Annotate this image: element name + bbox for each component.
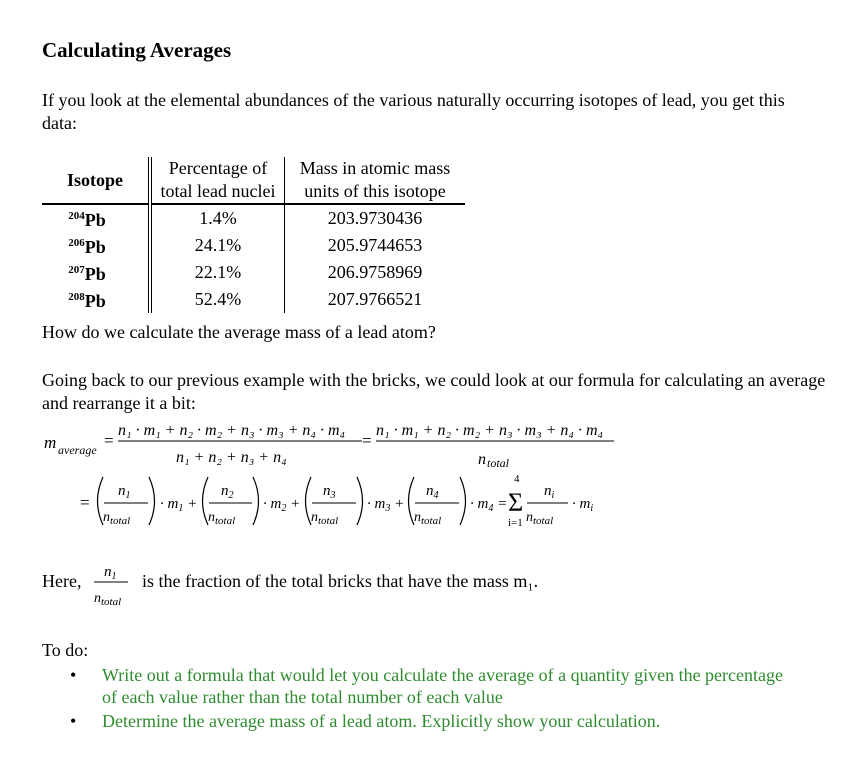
fraction-numerator-1: n₁ · m₁ + n₂ · m₂ + n₃ · m₃ + n₄ · m₄ [118,422,346,439]
times-m: · $m_i$ [572,496,594,514]
mass-cell: 206.9758969 [327,262,423,282]
n-symbol: $n_i$ [544,483,555,501]
mass-cell: 205.9744653 [327,235,423,255]
equals-sign-2: = [362,431,372,450]
intro-paragraph: If you look at the elemental abundances of the various naturally occurring isotopes of lead, you get this data: [42,90,785,133]
todo-label: To do: [42,640,89,660]
times-m: · $m_4$ = [470,496,508,514]
m-symbol: m [44,433,57,452]
percentage-cell: 1.4% [150,204,285,232]
total-subscript: total [487,456,510,470]
summation [508,473,593,529]
list-item [70,664,792,708]
percentage-cell: 24.1% [150,232,285,259]
n-symbol: $n_2$ [221,483,234,501]
n-total: $n_{total}$ [311,510,339,527]
bullet-icon: • [70,711,77,731]
header-percentage-line2: total lead nuclei [160,181,276,201]
sigma-icon: Σ [508,488,524,517]
todo-item-text: Write out a formula that would let you calculate the average of a quantity given the percentage of each value rather than the total number of each value [102,665,783,707]
isotope-cell [42,259,150,286]
table-row [42,259,465,286]
isotope-cell [42,286,150,313]
header-mass-line2: units of this isotope [304,181,446,201]
list-item [70,710,792,732]
sum-lower: i=1 [508,517,523,529]
paren-right [357,477,363,525]
percentage-cell: 22.1% [150,259,285,286]
average-formula [0,410,860,540]
page-title: Calculating Averages [42,38,232,62]
table-row [42,232,465,259]
equals-sign-1: = [104,431,114,450]
todo-list [70,664,792,734]
paren-right [149,477,155,525]
times-m: · $m_1$ + [160,496,198,514]
term-1 [98,477,198,527]
percentage-cell: 52.4% [150,286,285,313]
table-row [42,286,465,313]
n-total: $n_{total}$ [414,510,442,527]
header-percentage-line1: Percentage of [168,158,268,178]
mass-number: 206 [68,237,85,249]
n-symbol: $n_1$ [118,483,131,501]
paren-right [460,477,466,525]
header-mass-line1: Mass in atomic mass [299,158,451,178]
todo-item-text: Determine the average mass of a lead atom. Explicitly show your calculation. [102,711,661,731]
table-header-row [42,157,465,204]
n-total: $n_{total}$ [526,510,554,527]
question-text: How do we calculate the average mass of a lead atom? [42,322,436,342]
bricks-paragraph: Going back to our previous example with the bricks, we could look at our formula for calculating an average and rearrange it a bit: [42,370,826,413]
fraction-denominator: n₁ + n₂ + n₃ + n₄ [176,449,287,466]
n-symbol: n [478,451,486,468]
header-mass [285,157,466,204]
mass-number: 208 [68,291,85,303]
element-symbol: Pb [84,210,106,230]
n-symbol: $n_1$ [104,564,117,582]
term-3 [306,477,405,527]
mass-number: 204 [68,210,85,222]
n-symbol: $n_3$ [323,483,336,501]
times-m: · $m_3$ + [367,496,405,514]
here-suffix: is the fraction of the total bricks that have the mass m₁. [142,571,539,591]
n-total: $n_{total}$ [208,510,236,527]
bullet-icon: • [70,665,77,685]
header-percentage [150,157,285,204]
here-prefix: Here, [42,571,82,591]
element-symbol: Pb [84,264,106,284]
mass-cell: 203.9730436 [327,208,423,228]
fraction-numerator-2: n₁ · m₁ + n₂ · m₂ + n₃ · m₃ + n₄ · m₄ [376,422,604,439]
isotope-cell [42,232,150,259]
equals-sign-3: = [80,493,90,512]
table-row [42,204,465,232]
n-symbol: $n_4$ [426,483,439,501]
header-isotope: Isotope [42,157,150,204]
term-2 [203,477,301,527]
average-subscript: average [58,443,97,457]
element-symbol: Pb [84,237,106,257]
mass-number: 207 [68,264,85,276]
term-4 [409,477,508,527]
paren-right [253,477,259,525]
n-total: $n_{total}$ [103,510,131,527]
times-m: · $m_2$ + [263,496,301,514]
fraction-n1-ntotal [90,560,138,616]
element-symbol: Pb [84,291,106,311]
isotope-cell [42,204,150,232]
n-total: $n_{total}$ [94,591,122,608]
mass-cell: 207.9766521 [327,289,423,309]
sum-upper: 4 [514,473,520,485]
isotope-table [42,157,465,313]
